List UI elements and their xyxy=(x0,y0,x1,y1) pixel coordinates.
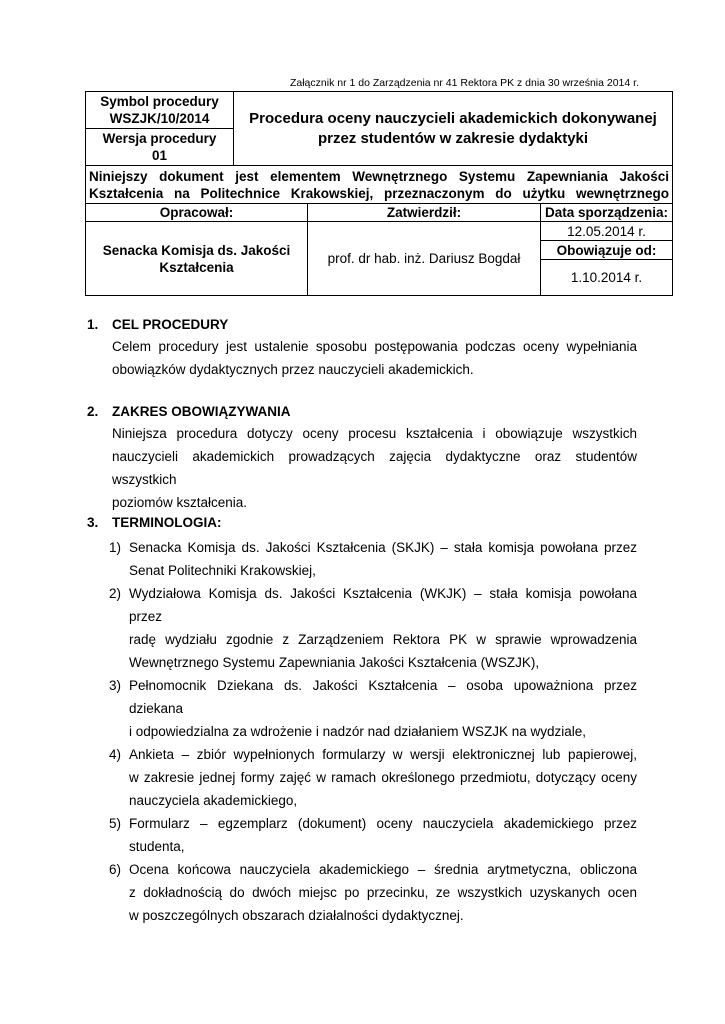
paragraph-line: poziomów kształcenia. xyxy=(112,495,248,510)
procedure-header-table xyxy=(85,91,673,296)
item-line: Pełnomocnik Dziekana ds. Jakości Kształcenia – osoba upoważniona przez dziekana xyxy=(129,678,637,716)
version-label: Wersja procedury xyxy=(102,131,217,146)
section-number: 2. xyxy=(87,404,99,419)
item-line: Senat Politechniki Krakowskiej, xyxy=(129,563,316,578)
item-line: i odpowiedzialna za wdrożenie i nadzór nad działaniem WSZJK na wydziale, xyxy=(129,724,586,739)
prepared-by-line2: Kształcenia xyxy=(159,259,234,275)
item-number: 4) xyxy=(109,747,122,762)
list-item xyxy=(87,582,637,674)
section-number: 3. xyxy=(87,515,99,530)
paragraph-line: Niniejsza procedura dotyczy oceny procesu kształcenia i obowiązuje wszystkich xyxy=(112,426,637,441)
document-title-line2: przez studentów w zakresie dydaktyki xyxy=(317,129,589,147)
notice-line2: Kształcenia na Politechnice Krakowskiej, przeznaczonym do użytku wewnętrznego xyxy=(89,185,670,201)
item-line: radę wydziału zgodnie z Zarządzeniem Rektora PK w sprawie wprowadzenia xyxy=(129,632,637,647)
section-paragraph xyxy=(112,335,637,381)
list-item xyxy=(87,858,637,927)
effective-label: Obowiązuje od: xyxy=(541,241,673,260)
list-item xyxy=(87,743,637,812)
approved-label: Zatwierdził: xyxy=(308,204,541,222)
section-title: TERMINOLOGIA: xyxy=(112,515,222,530)
list-item xyxy=(87,812,637,858)
version-cell xyxy=(86,129,234,166)
section-terminology xyxy=(87,513,637,927)
item-number: 5) xyxy=(109,816,122,831)
section-heading xyxy=(87,402,637,422)
annex-note: Załącznik nr 1 do Zarządzenia nr 41 Rektora PK z dnia 30 września 2014 r. xyxy=(289,77,639,89)
list-item xyxy=(87,536,637,582)
item-number: 6) xyxy=(109,862,122,877)
item-line: z dokładnością do dwóch miejsc po przecinku, ze wszystkich uzyskanych ocen xyxy=(129,885,637,900)
section-paragraph xyxy=(112,422,637,514)
section-heading xyxy=(87,315,637,335)
item-line: w zakresie jednej formy zajęć w ramach określonego przedmiotu, dotyczący oceny xyxy=(129,770,637,785)
section-title: CEL PROCEDURY xyxy=(112,317,229,332)
paragraph-line: obowiązków dydaktycznych przez nauczycieli akademickich. xyxy=(112,362,474,377)
section-heading xyxy=(87,513,637,533)
section-purpose xyxy=(87,315,637,381)
notice-cell xyxy=(86,166,673,204)
section-title: ZAKRES OBOWIĄZYWANIA xyxy=(112,404,291,419)
symbol-value: WSZJK/10/2014 xyxy=(109,111,210,126)
item-line: Formularz – egzemplarz (dokument) oceny nauczyciela akademickiego przez xyxy=(129,816,637,831)
document-title-line1: Procedura oceny nauczycieli akademickich dokonywanej xyxy=(249,109,657,127)
item-line: Ocena końcowa nauczyciela akademickiego – średnia arytmetyczna, obliczona xyxy=(129,862,637,877)
notice-line1: Niniejszy dokument jest elementem Wewnętrznego Systemu Zapewniania Jakości xyxy=(89,168,670,184)
section-number: 1. xyxy=(87,317,99,332)
paragraph-line: nauczycieli akademickich prowadzących zajęcia dydaktyczne oraz studentów wszystkich xyxy=(112,449,637,487)
prepared-by-cell xyxy=(86,222,308,296)
item-line: w poszczególnych obszarach działalności dydaktycznej. xyxy=(129,908,464,923)
version-value: 01 xyxy=(151,148,168,163)
paragraph-line: Celem procedury jest ustalenie sposobu postępowania podczas oceny wypełniania xyxy=(112,339,637,354)
item-line: studenta, xyxy=(129,839,185,854)
effective-value: 1.10.2014 r. xyxy=(541,260,673,296)
item-number: 3) xyxy=(109,678,122,693)
item-number: 2) xyxy=(109,586,122,601)
prepared-by-line1: Senacka Komisja ds. Jakości xyxy=(102,242,291,258)
symbol-label: Symbol procedury xyxy=(100,94,219,109)
item-line: Wydziałowa Komisja ds. Jakości Kształcenia (WKJK) – stała komisja powołana przez xyxy=(129,586,637,624)
date-label: Data sporządzenia: xyxy=(541,204,673,222)
list-item xyxy=(87,674,637,743)
item-number: 1) xyxy=(109,540,122,555)
prepared-label: Opracował: xyxy=(86,204,308,222)
symbol-cell xyxy=(86,92,234,129)
item-line: Ankieta – zbiór wypełnionych formularzy w wersji elektronicznej lub papierowej, xyxy=(129,747,637,762)
item-line: Senacka Komisja ds. Jakości Kształcenia (SKJK) – stała komisja powołana przez xyxy=(129,540,637,555)
approved-by: prof. dr hab. inż. Dariusz Bogdał xyxy=(308,222,541,296)
title-cell xyxy=(234,92,673,166)
item-line: nauczyciela akademickiego, xyxy=(129,793,298,808)
terminology-list xyxy=(87,536,637,927)
item-line: Wewnętrznego Systemu Zapewniania Jakości Kształcenia (WSZJK), xyxy=(129,655,540,670)
section-scope xyxy=(87,402,637,514)
date-value: 12.05.2014 r. xyxy=(541,222,673,241)
